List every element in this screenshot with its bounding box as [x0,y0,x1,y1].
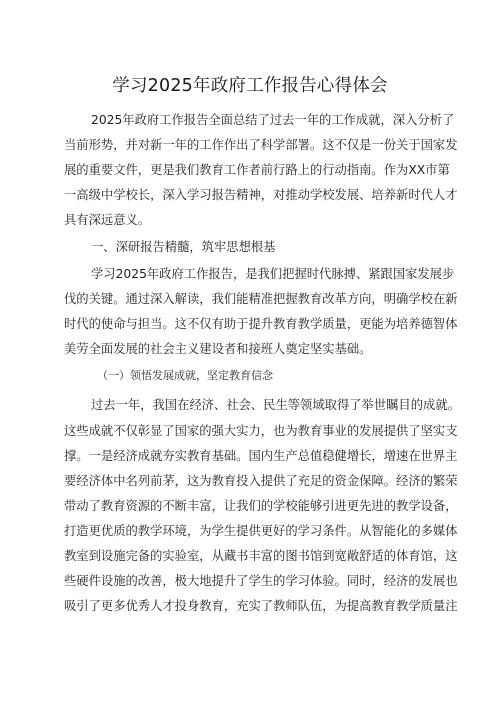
subsection-heading: （一）领悟发展成就，坚定教育信念 [97,369,273,382]
paragraph-line: 吸引了更多优秀人才投身教育，充实了教师队伍，为提高教育教学质量注 [64,599,458,613]
paragraph-line: 过去一年，我国在经济、社会、民生等领域取得了举世瞩目的成就。 [91,398,460,412]
document-title: 学习2025年政府工作报告心得体会 [112,76,388,96]
paragraph-line: 2025年政府工作报告全面总结了过去一年的工作成就，深入分析了 [91,113,455,127]
paragraph-line: 撑。一是经济成就夯实教育基础。国内生产总值稳健增长，增速在世界主 [64,449,458,463]
paragraph-line: 时代的使命与担当。这不仅有助于提升教育教学质量，更能为培养德智体 [64,317,458,331]
paragraph-line: 打造更优质的教学环境，为学生提供更好的学习条件。从智能化的多媒体 [64,524,458,538]
paragraph-line: 美劳全面发展的社会主义建设者和接班人奠定坚实基础。 [64,342,372,356]
paragraph-line: 展的重要文件，更是我们教育工作者前行路上的行动指南。作为XX市第 [64,163,450,177]
paragraph-line: 伐的关键。通过深入解读，我们能精准把握教育改革方向，明确学校在新 [64,292,458,306]
section-heading: 一、深研报告精髓，筑牢思想根基 [91,240,276,254]
paragraph-line: 这些成就不仅彰显了国家的强大实力，也为教育事业的发展提供了坚实支 [64,424,458,438]
paragraph-line: 些硬件设施的改善，极大地提升了学生的学习体验。同时，经济的发展也 [64,574,458,588]
paragraph-line: 具有深远意义。 [64,213,151,227]
paragraph-line: 带动了教育资源的不断丰富，让我们的学校能够引进更先进的教学设备， [64,499,458,513]
paragraph-line: 一高级中学校长，深入学习报告精神，对推动学校发展、培养新时代人才 [64,188,458,202]
paragraph-line: 教室到设施完备的实验室，从藏书丰富的图书馆到宽敞舒适的体育馆，这 [64,549,458,563]
paragraph-line: 学习2025年政府工作报告，是我们把握时代脉搏、紧跟国家发展步 [91,267,455,281]
paragraph-line: 当前形势，并对新一年的工作作出了科学部署。这不仅是一份关于国家发 [64,138,458,152]
paragraph-line: 要经济体中名列前茅，这为教育投入提供了充足的资金保障。经济的繁荣 [64,474,458,488]
